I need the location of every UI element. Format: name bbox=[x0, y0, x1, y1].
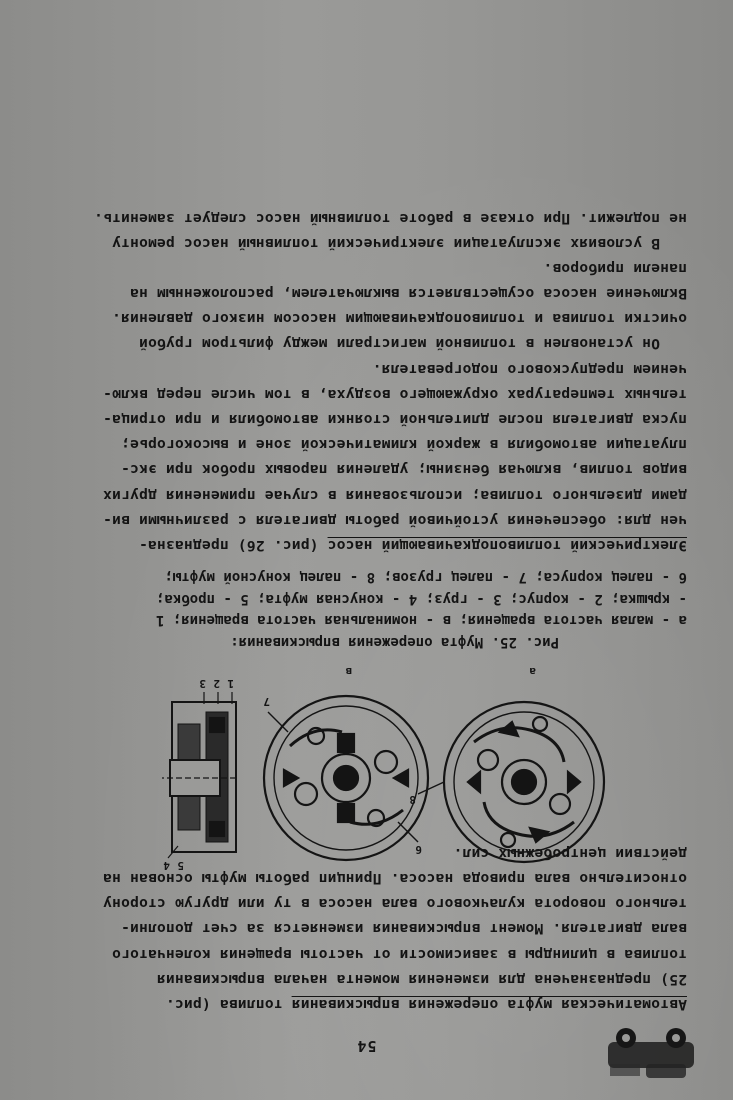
section-electric-pump bbox=[37, 205, 687, 558]
text-line: Автоматическая муфта опережения впрыскивания топлива (рис. bbox=[165, 996, 687, 1013]
text-line: Электрический топливоподкачивающий насос (рис. 26) предназна- bbox=[138, 537, 687, 554]
caption-line: 6 - палец корпуса; 7 - палец грузов; 8 - палец конусной муфты; bbox=[164, 569, 687, 586]
coupling-view-a bbox=[418, 702, 604, 862]
text-line: В условиях эксплуатации электрический топливный насос ремонту bbox=[111, 234, 687, 252]
text-line: чением предпускового подогревателя. bbox=[372, 360, 687, 378]
caption-line: а - малая частота вращения; в - номинальная частота вращения; 1 bbox=[155, 612, 687, 629]
text-line: очистки топлива и топливоподкачивающим насосом низкого давления. bbox=[111, 310, 687, 328]
section-heading: Электрический топливоподкачивающий насос bbox=[327, 537, 687, 554]
text-line: панели приборов. bbox=[543, 259, 687, 277]
callout-label: 6 bbox=[415, 843, 422, 856]
page-number: 54 bbox=[356, 1037, 377, 1055]
text-line: вала двигателя. Момент впрыскивания изменяется за счет дополни- bbox=[120, 920, 687, 938]
callout-label: 2 bbox=[213, 677, 220, 690]
text-line: видов топлив, включая бензины; удаления паровых пробок при экс- bbox=[120, 461, 687, 479]
view-label-a: а bbox=[529, 665, 536, 678]
callout-label: 5 bbox=[177, 859, 184, 872]
callout-label: 7 bbox=[263, 695, 270, 708]
section-heading: Автоматическая муфта опережения впрыскивания bbox=[291, 996, 687, 1013]
callout-label: 4 bbox=[163, 859, 170, 872]
text-line: 25) предназначена для изменения момента начала впрыскивания bbox=[156, 970, 687, 988]
text-line: тельного поворота кулачкового вала насоса в ту или другую сторону bbox=[102, 895, 687, 913]
text-line: тельных температурах окружающего воздуха, в том числе перед вклю- bbox=[102, 385, 687, 403]
coupling-section-view bbox=[162, 692, 236, 858]
text-line: действии центробежных сил. bbox=[453, 844, 687, 862]
text-line: Включение насоса осуществляется выключателем, расположенным на bbox=[129, 285, 687, 303]
text-line: относительно вала привода насоса. Принцип работы муфты основан на bbox=[102, 870, 687, 888]
text-line: Он установлен в топливной магистрали между фильтром грубой bbox=[138, 335, 687, 353]
advance-coupling-drawing bbox=[158, 664, 608, 882]
text-line: не подлежит. При отказе в работе топливный насос следует заменить. bbox=[93, 209, 687, 227]
publisher-stamp bbox=[603, 1024, 698, 1086]
callout-label: 3 bbox=[199, 677, 206, 690]
caption-line: - крышка; 2 - корпус; 3 - груз; 4 - конусная муфта; 5 - пробка; bbox=[155, 591, 687, 607]
callout-label: 1 bbox=[227, 677, 234, 690]
figure-caption bbox=[37, 566, 687, 652]
caption-title: Рис. 25. Муфта опережения впрыскивания: bbox=[230, 634, 559, 650]
text-line: плуатации автомобиля в жаркой климатической зоне и высокогорье; bbox=[120, 436, 687, 454]
text-line: чен для: обеспечения устойчивой работы двигателя с различными ви- bbox=[102, 511, 687, 529]
view-label-b: в bbox=[345, 665, 352, 678]
coupling-view-b bbox=[264, 696, 428, 860]
text-line: топлива в цилиндры в зависимости от частоты вращения коленчатого bbox=[111, 945, 687, 963]
text-line: дами дизельного топлива; использования в случае применения других bbox=[102, 486, 687, 504]
callout-label: 8 bbox=[409, 793, 416, 806]
text-line: пуска двигателя после длительной стоянки автомобиля и при отрица- bbox=[102, 411, 687, 429]
